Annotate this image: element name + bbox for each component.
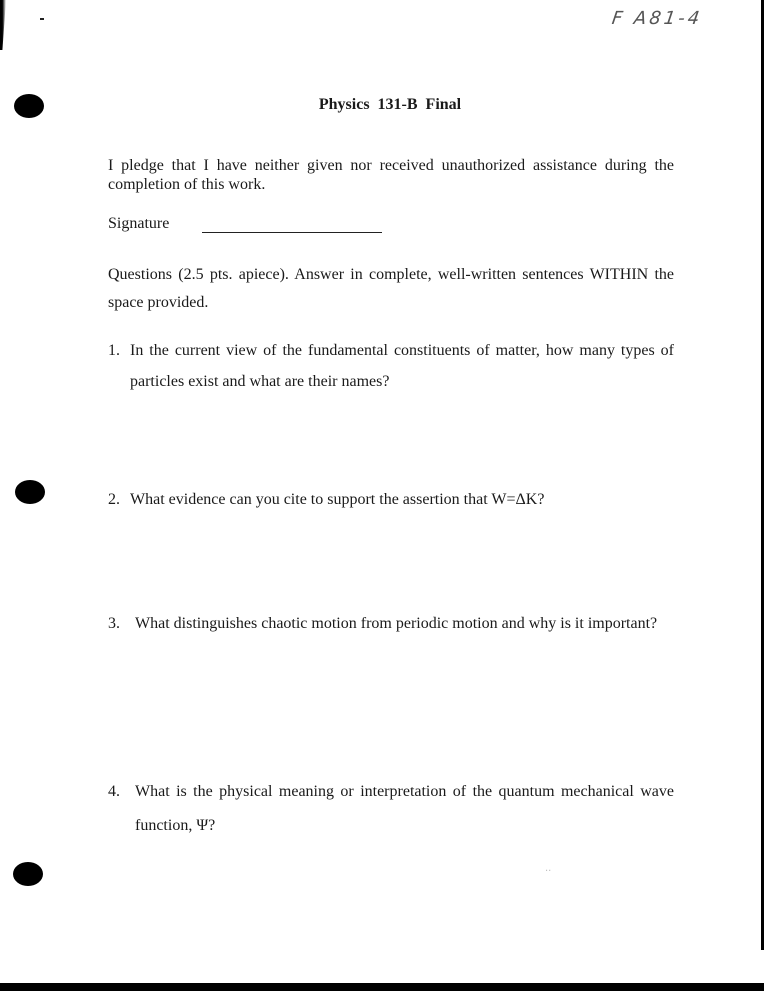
exam-title: Physics 131-B Final — [318, 96, 462, 113]
handwritten-file-code: F A81-4 — [610, 8, 704, 29]
question-number: 1. — [108, 342, 120, 359]
question-number: 4. — [108, 783, 120, 800]
punch-hole — [13, 862, 43, 886]
question-3 — [108, 607, 674, 641]
question-text: What is the physical meaning or interpretation of the quantum mechanical wave function, Ψ? — [135, 783, 674, 834]
question-4 — [108, 775, 674, 843]
scan-mark — [40, 18, 44, 20]
scan-edge-artifact — [0, 0, 6, 50]
honor-pledge: I pledge that I have neither given nor received unauthorized assistance during the completion of this work. — [108, 157, 674, 193]
signature-line[interactable] — [202, 232, 382, 233]
question-number: 3. — [108, 615, 120, 632]
signature-label: Signature — [108, 215, 170, 232]
scan-smudge: ‧‧ — [545, 866, 552, 877]
scan-edge-artifact — [0, 983, 764, 991]
question-text: What evidence can you cite to support the assertion that W=ΔK? — [130, 491, 545, 508]
question-2 — [108, 484, 674, 515]
question-text: What distinguishes chaotic motion from periodic motion and why is it important? — [135, 615, 658, 632]
question-text: In the current view of the fundamental constituents of matter, how many types of particles exist and what are their names? — [130, 342, 674, 390]
punch-hole — [15, 480, 45, 504]
question-1 — [108, 335, 674, 397]
instructions: Questions (2.5 pts. apiece). Answer in complete, well-written sentences WITHIN the space provided. — [108, 266, 674, 311]
question-number: 2. — [108, 491, 120, 508]
